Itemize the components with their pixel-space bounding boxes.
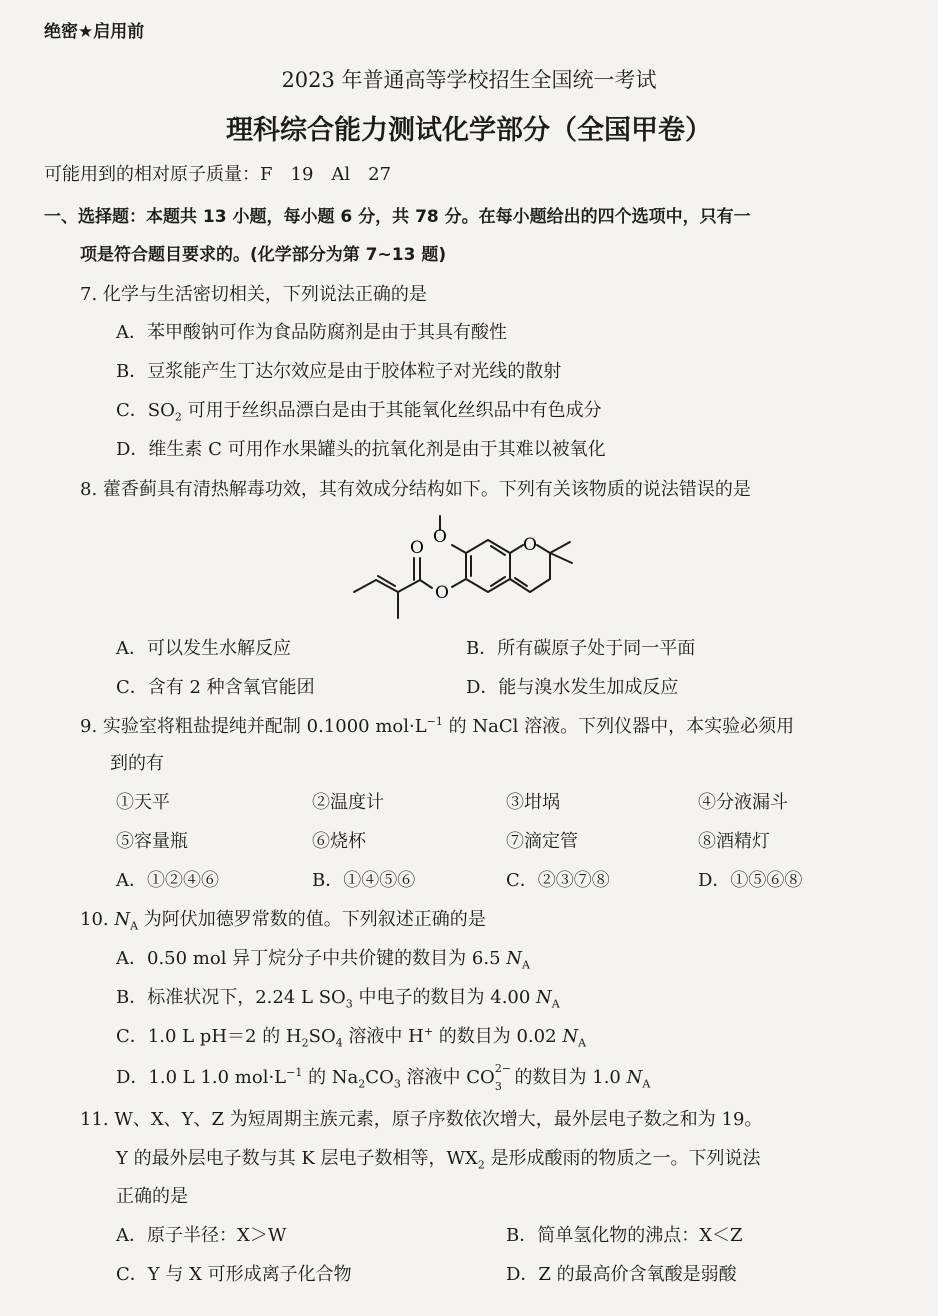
subject-title: 理科综合能力测试化学部分（全国甲卷） bbox=[226, 115, 712, 146]
question-11-option-a: A．原子半径：X＞W bbox=[116, 1225, 287, 1246]
question-11-stem: 11. W、X、Y、Z 为短周期主族元素，原子序数依次增大，最外层电子数之和为 19。 bbox=[80, 1109, 763, 1130]
question-7-option-a: A．苯甲酸钠可作为食品防腐剂是由于其具有酸性 bbox=[116, 322, 507, 343]
question-9-stem: 9. 实验室将粗盐提纯并配制 0.1000 $mol\cdot L^{-1}$ 的 NaCl 溶液。下列仪器中，本实验必须用 bbox=[80, 715, 795, 737]
question-11-option-d: D．Z 的最高价含氧酸是弱酸 bbox=[506, 1264, 737, 1285]
question-11-option-c: C．Y 与 X 可形成离子化合物 bbox=[116, 1264, 352, 1285]
instrument-7: ⑦滴定管 bbox=[506, 831, 578, 852]
instrument-8: ⑧酒精灯 bbox=[698, 831, 770, 852]
exam-title: 2023 年普通高等学校招生全国统一考试 bbox=[281, 68, 657, 92]
question-7-option-d: D．维生素 C 可用作水果罐头的抗氧化剂是由于其难以被氧化 bbox=[116, 439, 606, 460]
question-10-option-d: D．1.0 L 1.0 $mol\cdot L^{-1}$ 的 $Na_2CO_3$ 溶液中 CO 2− 3 的数目为 1.0 $N_A$ bbox=[116, 1062, 651, 1093]
mol-oxygen-ester: O bbox=[435, 583, 449, 603]
question-7-option-c: C．$SO_2$ 可用于丝织品漂白是由于其能氧化丝织品中有色成分 bbox=[116, 400, 602, 424]
mol-oxygen-methoxy: O bbox=[433, 527, 447, 547]
question-10-option-a: A．0.50 mol 异丁烷分子中共价键的数目为 6.5 $N_A$ bbox=[116, 948, 530, 972]
instrument-4: ④分液漏斗 bbox=[698, 792, 788, 813]
instrument-6: ⑥烧杯 bbox=[312, 831, 366, 852]
question-11-stem-cont: Y 的最外层电子数与其 K 层电子数相等，$WX_2$ 是形成酸雨的物质之一。下列说法 bbox=[116, 1148, 761, 1172]
instrument-5: ⑤容量瓶 bbox=[116, 831, 188, 852]
question-9-option-c: C．②③⑦⑧ bbox=[506, 870, 610, 891]
mol-oxygen-carbonyl: O bbox=[410, 538, 424, 558]
question-7-option-b: B．豆浆能产生丁达尔效应是由于胶体粒子对光线的散射 bbox=[116, 361, 562, 382]
section-heading-line1: 一、选择题：本题共 13 小题，每小题 6 分，共 78 分。在每小题给出的四个选项中，只有一 bbox=[44, 207, 751, 227]
question-8-option-b: B．所有碳原子处于同一平面 bbox=[466, 638, 696, 659]
instrument-3: ③坩埚 bbox=[506, 792, 560, 813]
question-9-stem-cont: 到的有 bbox=[110, 753, 164, 774]
section-heading-line2: 项是符合题目要求的。(化学部分为第 7~13 题) bbox=[80, 245, 447, 265]
question-7-stem: 7. 化学与生活密切相关，下列说法正确的是 bbox=[80, 284, 427, 305]
question-10-option-c: C．1.0 L pH＝2 的 $H_2SO_4$ 溶液中 H+ 的数目为 0.02 $N_A$ bbox=[116, 1025, 587, 1050]
question-10-option-b: B．标准状况下，2.24 L $SO_3$ 中电子的数目为 4.00 $N_A$ bbox=[116, 987, 560, 1011]
question-11-stem-end: 正确的是 bbox=[116, 1186, 188, 1207]
question-8-option-a: A．可以发生水解反应 bbox=[116, 638, 291, 659]
instrument-2: ②温度计 bbox=[312, 792, 384, 813]
question-8-option-d: D．能与溴水发生加成反应 bbox=[466, 677, 679, 698]
molecular-structure bbox=[340, 508, 590, 628]
question-9-option-b: B．①④⑤⑥ bbox=[312, 870, 416, 891]
instrument-1: ①天平 bbox=[116, 792, 170, 813]
question-10-stem: 10. $N_A$ 为阿伏加德罗常数的值。下列叙述正确的是 bbox=[80, 909, 486, 933]
mol-oxygen-ring: O bbox=[523, 535, 537, 555]
confidential-label: 绝密★启用前 bbox=[44, 22, 145, 42]
question-9-option-a: A．①②④⑥ bbox=[116, 870, 219, 891]
question-9-option-d: D．①⑤⑥⑧ bbox=[698, 870, 803, 891]
question-11-option-b: B．简单氢化物的沸点：X＜Z bbox=[506, 1225, 743, 1246]
atomic-mass-note: 可能用到的相对原子质量：F 19 Al 27 bbox=[44, 164, 392, 185]
question-8-option-c: C．含有 2 种含氧官能团 bbox=[116, 677, 315, 698]
question-8-stem: 8. 藿香蓟具有清热解毒功效，其有效成分结构如下。下列有关该物质的说法错误的是 bbox=[80, 479, 751, 500]
